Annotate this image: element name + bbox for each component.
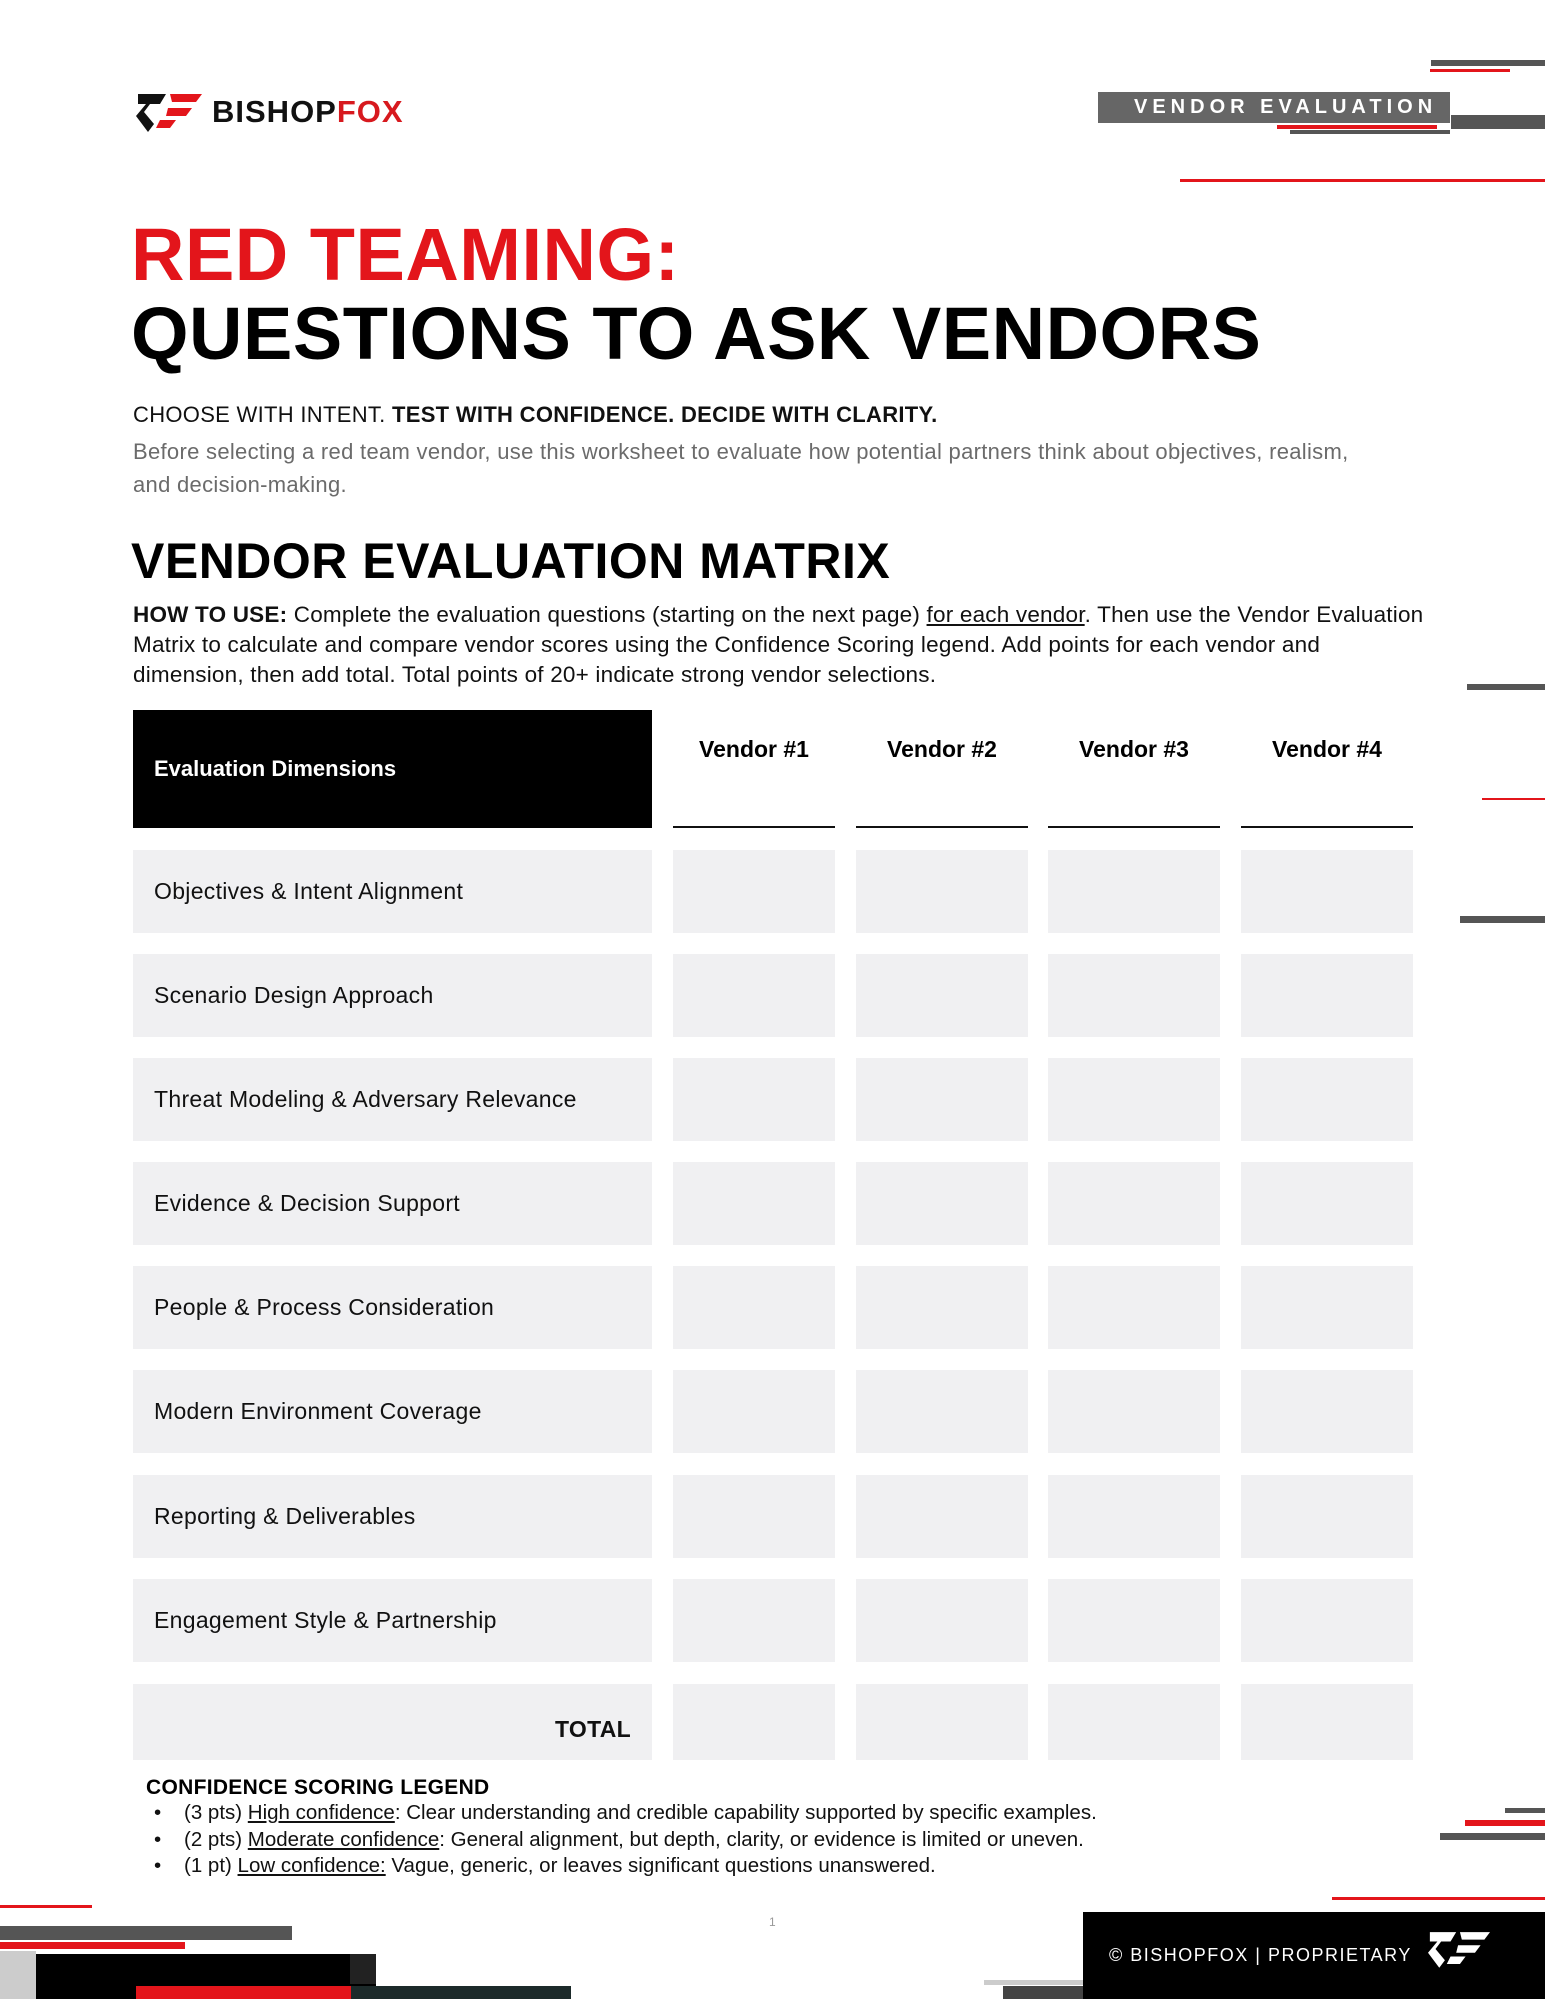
total-cell-vendor-4[interactable] [1241,1684,1413,1760]
decor-bar [0,1926,292,1940]
vendor-4-name-line [1241,826,1413,828]
score-cell-vendor-2[interactable] [856,954,1028,1037]
logo-wordmark [212,94,404,130]
table-header-dimensions: Evaluation Dimensions [133,710,652,828]
footer-copyright: © BISHOPFOX | PROPRIETARY [1083,1912,1545,1999]
bishopfox-logo[interactable] [136,90,404,134]
legend-list [154,1800,1097,1880]
legend-item-level: High confidence [247,1801,395,1824]
decor-bar [1003,1986,1083,1999]
legend-item [154,1853,1097,1880]
legend-item-points: (3 pts) [184,1801,248,1824]
score-cell-vendor-1[interactable] [673,1266,835,1349]
score-cell-vendor-4[interactable] [1241,954,1413,1037]
score-cell-vendor-3[interactable] [1048,1370,1220,1453]
dimension-label: Scenario Design Approach [133,954,652,1037]
how-to-use-label: HOW TO USE: [133,602,288,627]
score-cell-vendor-4[interactable] [1241,1475,1413,1558]
vendor-1-name-line [673,826,835,828]
dimension-label: Engagement Style & Partnership [133,1579,652,1662]
dimension-label: Reporting & Deliverables [133,1475,652,1558]
decor-bar [1277,125,1437,129]
tagline-part1: CHOOSE WITH INTENT. [133,402,392,427]
score-cell-vendor-2[interactable] [856,1266,1028,1349]
score-cell-vendor-4[interactable] [1241,1162,1413,1245]
how-to-use-emphasis: for each vendor [926,602,1085,627]
how-to-use-text-cont: . Then use the Vendor Evaluation Matrix to calculate and compare vendor scores using the Confidence Scoring legend. Add points for each vendor and dimension, then add total. Total points of 20+ indicate strong vendor selections. [133,602,1424,687]
vendor-2-name-line [856,826,1028,828]
score-cell-vendor-4[interactable] [1241,1058,1413,1141]
score-cell-vendor-2[interactable] [856,1579,1028,1662]
score-cell-vendor-4[interactable] [1241,1579,1413,1662]
dimension-label: People & Process Consideration [133,1266,652,1349]
decor-bar [1482,798,1545,800]
tagline [133,402,938,428]
score-cell-vendor-3[interactable] [1048,1058,1220,1141]
legend-item-text: : Clear understanding and credible capability supported by specific examples. [394,1801,1097,1824]
decor-bar [351,1986,571,1999]
decor-bar [1505,1808,1545,1813]
legend-item-points: (2 pts) [184,1827,248,1851]
legend-item [154,1827,1097,1854]
tagline-part2: TEST WITH CONFIDENCE. [392,402,681,427]
tagline-part3: DECIDE WITH CLARITY. [680,402,938,427]
decor-bar [1431,60,1545,66]
decor-bar [1440,1833,1545,1840]
how-to-use-text: Complete the evaluation questions (starting on the next page) [287,602,927,627]
score-cell-vendor-2[interactable] [856,1058,1028,1141]
total-cell-vendor-1[interactable] [673,1684,835,1760]
dimension-label: Modern Environment Coverage [133,1370,652,1453]
intro-text: Before selecting a red team vendor, use this worksheet to evaluate how potential partners think about objectives, realism, and decision-making. [133,439,1349,497]
matrix-title: VENDOR EVALUATION MATRIX [131,533,891,589]
score-cell-vendor-3[interactable] [1048,1475,1220,1558]
total-cell-vendor-2[interactable] [856,1684,1028,1760]
dimension-label: Objectives & Intent Alignment [133,850,652,933]
table-header-vendor-3: Vendor #3 [1079,736,1189,762]
decor-bar [350,1954,376,1984]
legend-item-text: : General alignment, but depth, clarity, or evidence is limited or uneven. [439,1827,1084,1851]
score-cell-vendor-1[interactable] [673,1058,835,1141]
logo-wordmark-primary: BISHOP [212,94,337,129]
score-cell-vendor-1[interactable] [673,1579,835,1662]
total-label: TOTAL [133,1684,652,1760]
table-header-vendor-4: Vendor #4 [1272,736,1382,762]
page-title-line2: QUESTIONS TO ASK VENDORS [131,292,1262,375]
score-cell-vendor-3[interactable] [1048,1162,1220,1245]
score-cell-vendor-2[interactable] [856,1475,1028,1558]
decor-bar [1180,179,1545,182]
table-header-vendor-1: Vendor #1 [699,736,809,762]
page-title-line1: RED TEAMING: [131,213,680,296]
score-cell-vendor-4[interactable] [1241,1370,1413,1453]
decor-bar [1460,916,1545,923]
decor-bar [1290,130,1450,134]
score-cell-vendor-2[interactable] [856,850,1028,933]
score-cell-vendor-1[interactable] [673,850,835,933]
legend-item-level: Low confidence: [237,1854,386,1877]
score-cell-vendor-3[interactable] [1048,850,1220,933]
score-cell-vendor-1[interactable] [673,1162,835,1245]
decor-bar [0,1942,185,1949]
bishopfox-footer-logo-icon [1428,1928,1490,1970]
how-to-use [133,600,1433,690]
score-cell-vendor-2[interactable] [856,1162,1028,1245]
score-cell-vendor-4[interactable] [1241,1266,1413,1349]
score-cell-vendor-1[interactable] [673,1370,835,1453]
legend-item-points: (1 pt) [184,1854,238,1877]
score-cell-vendor-1[interactable] [673,1475,835,1558]
legend-item-text: Vague, generic, or leaves significant questions unanswered. [385,1854,936,1877]
decor-bar [1467,684,1545,690]
logo-wordmark-accent: FOX [336,94,404,129]
bishopfox-logo-icon [136,90,202,134]
score-cell-vendor-3[interactable] [1048,954,1220,1037]
decor-bar [136,1986,351,1999]
score-cell-vendor-4[interactable] [1241,850,1413,933]
section-tag: VENDOR EVALUATION [1098,92,1450,123]
decor-bar [984,1980,1083,1985]
decor-bar [1465,1820,1545,1826]
dimension-label: Evidence & Decision Support [133,1162,652,1245]
score-cell-vendor-2[interactable] [856,1370,1028,1453]
legend-item-level: Moderate confidence [247,1827,440,1851]
page-number: 1 [769,1915,776,1929]
score-cell-vendor-3[interactable] [1048,1266,1220,1349]
table-header-vendor-2: Vendor #2 [887,736,997,762]
decor-bar [1430,69,1510,72]
decor-bar [0,1951,36,1999]
decor-bar [1332,1897,1545,1900]
total-cell-vendor-3[interactable] [1048,1684,1220,1760]
legend-title: CONFIDENCE SCORING LEGEND [146,1776,490,1799]
decor-bar [1451,115,1545,129]
vendor-3-name-line [1048,826,1220,828]
decor-bar [0,1905,92,1908]
legend-item [154,1800,1097,1827]
score-cell-vendor-3[interactable] [1048,1579,1220,1662]
dimension-label: Threat Modeling & Adversary Relevance [133,1058,652,1141]
score-cell-vendor-1[interactable] [673,954,835,1037]
